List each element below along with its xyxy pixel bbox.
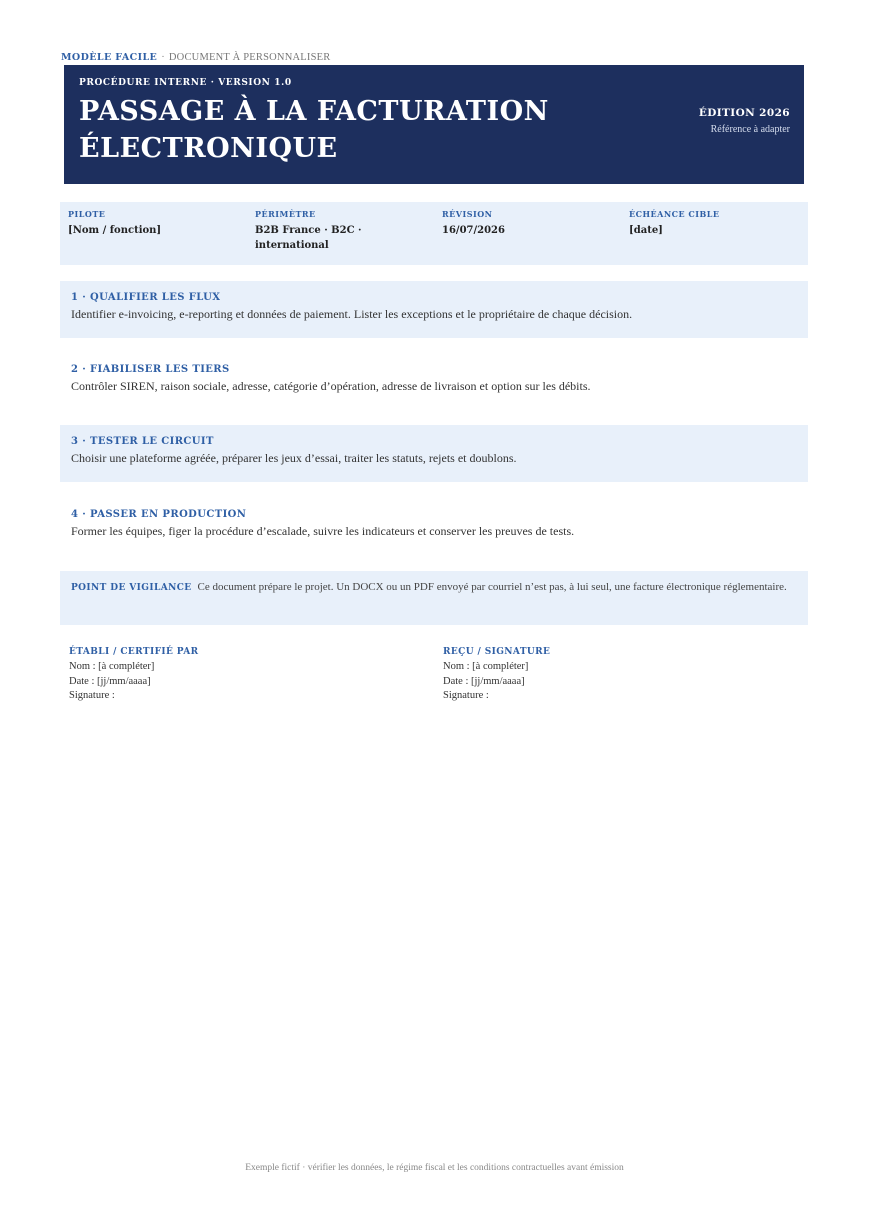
step-text: Former les équipes, figer la procédure d’escalade, suivre les indicateurs et conserver les preuves de tests.	[71, 524, 575, 538]
meta-perimetre	[255, 209, 405, 253]
procedure-kicker: PROCÉDURE INTERNE · VERSION 1.0	[79, 78, 292, 88]
step-text: Contrôler SIREN, raison sociale, adresse, catégorie d’opération, adresse de livraison et option sur les débits.	[71, 379, 591, 393]
signature-name: Nom : [à compléter]	[69, 661, 155, 672]
meta-label: ÉCHÉANCE CIBLE	[629, 209, 720, 219]
step-4	[60, 498, 808, 555]
step-title: 3 · TESTER LE CIRCUIT	[71, 436, 214, 447]
meta-label: RÉVISION	[442, 209, 493, 219]
signature-title: REÇU / SIGNATURE	[443, 647, 551, 657]
vigilance-label: POINT DE VIGILANCE	[71, 583, 192, 593]
reference-note: Référence à adapter	[710, 124, 790, 135]
footer-disclaimer: Exemple fictif · vérifier les données, le régime fiscal et les conditions contractuelles avant émission	[245, 1163, 624, 1173]
step-2	[60, 353, 808, 410]
title-banner	[64, 65, 804, 184]
vigilance-box	[60, 571, 808, 625]
meta-value: 16/07/2026	[442, 225, 505, 236]
meta-echeance	[629, 209, 804, 238]
step-text: Choisir une plateforme agréée, préparer les jeux d’essai, traiter les statuts, rejets et doublons.	[71, 451, 517, 465]
meta-value: [Nom / fonction]	[68, 225, 162, 236]
signature-date: Date : [jj/mm/aaaa]	[443, 675, 525, 687]
signature-line: Signature :	[443, 690, 489, 701]
meta-value: B2B France · B2C · international	[255, 225, 362, 251]
signature-date: Date : [jj/mm/aaaa]	[69, 675, 151, 687]
meta-label: PÉRIMÈTRE	[255, 209, 316, 219]
brand-label: MODÈLE FACILE	[61, 52, 158, 63]
meta-pilote	[68, 209, 243, 238]
tagline-separator: ·	[161, 52, 165, 63]
signature-block-receiver	[443, 647, 743, 704]
step-text: Identifier e-invoicing, e-reporting et données de paiement. Lister les exceptions et le propriétaire de chaque décision.	[71, 307, 633, 321]
step-1	[60, 281, 808, 338]
signature-name: Nom : [à compléter]	[443, 661, 529, 672]
edition-label: ÉDITION 2026	[698, 107, 790, 119]
step-title: 4 · PASSER EN PRODUCTION	[71, 509, 247, 520]
step-title: 2 · FIABILISER LES TIERS	[71, 364, 230, 375]
document-title: PASSAGE À LA FACTURATION ÉLECTRONIQUE	[79, 96, 549, 164]
signature-block-issuer	[69, 647, 369, 704]
step-title: 1 · QUALIFIER LES FLUX	[71, 292, 221, 303]
meta-panel	[60, 202, 808, 265]
document-tagline	[61, 52, 330, 63]
meta-revision	[442, 209, 617, 238]
step-3	[60, 425, 808, 482]
meta-value: [date]	[629, 225, 663, 236]
signature-line: Signature :	[69, 690, 115, 701]
meta-label: PILOTE	[68, 209, 106, 219]
vigilance-text: Ce document prépare le projet. Un DOCX ou un PDF envoyé par courriel n’est pas, à lui seul, une facture électronique réglementaire.	[197, 581, 787, 593]
tagline-subtitle: DOCUMENT À PERSONNALISER	[168, 52, 331, 63]
signature-title: ÉTABLI / CERTIFIÉ PAR	[69, 647, 199, 657]
